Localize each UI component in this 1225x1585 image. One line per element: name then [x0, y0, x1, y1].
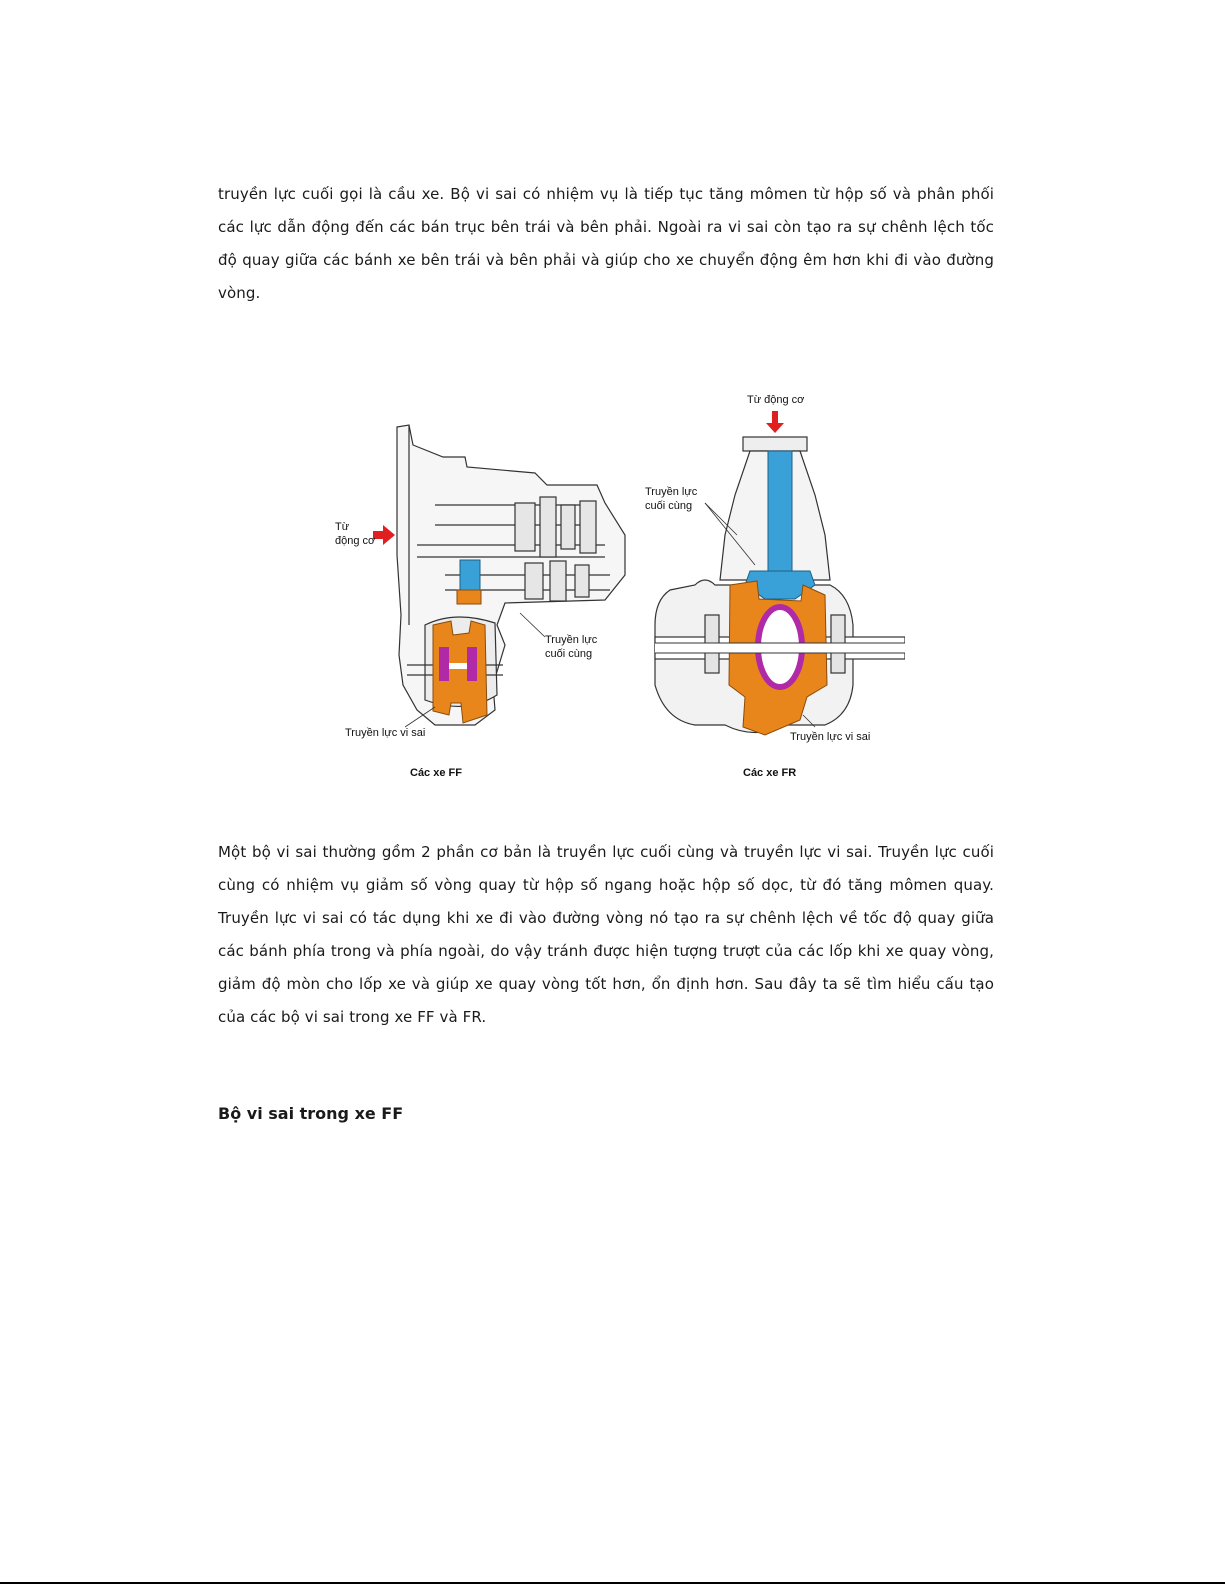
fr-caption: Các xe FR: [743, 767, 797, 779]
ff-input-arrow-icon: [373, 525, 395, 545]
ff-final-drive-label-line2: cuối cùng: [545, 648, 593, 660]
fr-input-label: Từ động cơ: [747, 394, 805, 406]
ff-input-label-line1: Từ: [335, 521, 350, 533]
fr-input-arrow-icon: [766, 411, 784, 433]
ff-transaxle-drawing: [397, 425, 625, 725]
differential-diagram: [325, 385, 905, 790]
differential-figure: [325, 385, 905, 790]
ff-differential-label: Truyền lực vi sai: [345, 727, 426, 739]
section-heading: Bộ vi sai trong xe FF: [218, 1104, 404, 1123]
bottom-rule: [0, 1582, 1225, 1584]
intro-paragraph: truyền lực cuối gọi là cầu xe. Bộ vi sai có nhiệm vụ là tiếp tục tăng mômen từ hộp số và phân phối các lực dẫn động đến các bán trục bên trái và bên phải. Ngoài ra vi sai còn tạo ra sự chênh lệch tốc độ quay giữa các bánh xe bên trái và bên phải và giúp cho xe chuyển động êm hơn khi đi vào đường vòng.: [218, 185, 994, 302]
body-paragraph: Một bộ vi sai thường gồm 2 phần cơ bản là truyền lực cuối cùng và truyền lực vi sai. Truyền lực cuối cùng có nhiệm vụ giảm số vòng quay từ hộp số ngang hoặc hộp số dọc, từ đó tăng mômen quay. Truyền lực vi sai có tác dụng khi xe đi vào đường vòng nó tạo ra sự chênh lệch về tốc độ quay giữa các bánh phía trong và phía ngoài, do vậy tránh được hiện tượng trượt của các lốp khi xe quay vòng, giảm độ mòn cho lốp xe và giúp xe quay vòng tốt hơn, ổn định hơn. Sau đây ta sẽ tìm hiểu cấu tạo của các bộ vi sai trong xe FF và FR.: [218, 843, 994, 1026]
fr-final-drive-label-line1: Truyền lực: [645, 486, 698, 498]
fr-final-drive-label-line2: cuối cùng: [645, 500, 693, 512]
ff-caption: Các xe FF: [410, 767, 462, 779]
fr-differential-label: Truyền lực vi sai: [790, 731, 871, 743]
ff-final-drive-label-line1: Truyền lực: [545, 634, 598, 646]
ff-input-label-line2: động cơ: [335, 535, 376, 547]
